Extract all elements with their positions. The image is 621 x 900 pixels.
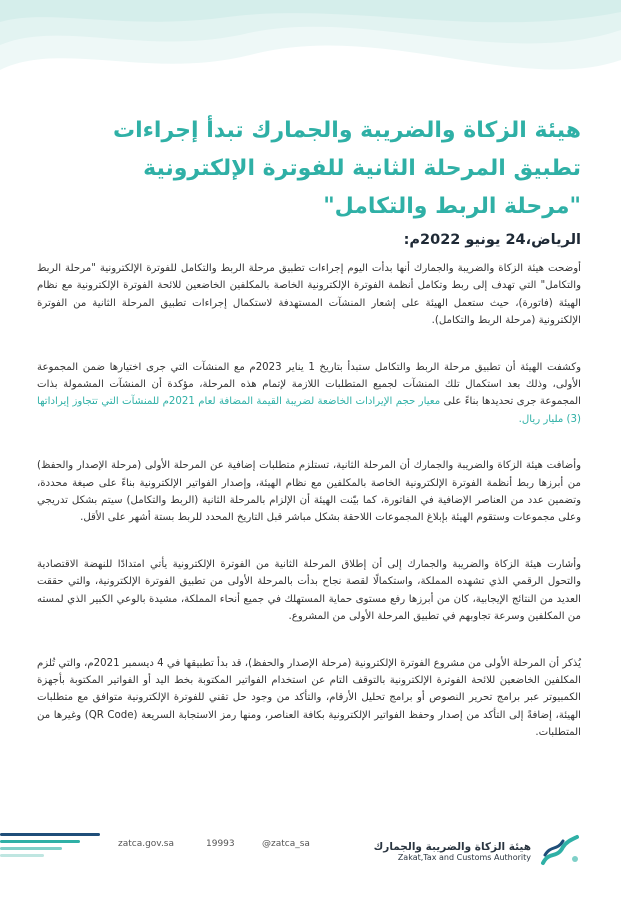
article-body — [37, 232, 581, 771]
footer-social-handle[interactable]: @zatca_sa — [262, 839, 310, 849]
paragraph-1: أوضحت هيئة الزكاة والضريبة والجمارك أنها بدأت اليوم إجراءات تطبيق مرحلة الربط والتكامل للفوترة الإلكترونية "مرحلة الربط والتكامل" التي تهدف إلى ربط وتكامل أنظمة الفوترة الإلكترونية الخاصة بالمكلفين الخاضعين للائحة الفوترة الإلكترونية مع نظام الهيئة (فاتورة)، حيث ستعمل الهيئة على إشعار المنشآت المستهدفة لاستكمال إجراءات تطبيق المرحلة الثانية من الفوترة الإلكترونية (مرحلة الربط والتكامل). — [37, 263, 581, 327]
footer-lines-decoration — [0, 833, 110, 863]
paragraph-4: وأشارت هيئة الزكاة والضريبة والجمارك إلى أن إطلاق المرحلة الثانية من الفوترة الإلكترونية يأتي امتدادًا للنهضة الاقتصادية والتحول الرقمي الذي تشهده المملكة، واستكمالًا لقصة نجاح بدأت بالمرحلة الأولى من تطبيق الفوترة الإلكترونية، والتي حققت العديد من النتائج الإيجابية، كان من أبرزها رفع مستوى حماية المستهلك في جميع أنحاء المملكة، مشيدة بالوعي الكبير الذي لمسته من المكلفين وسرعة تجاوبهم في تطبيق المرحلة الأولى من المشروع. — [37, 558, 581, 623]
logo-arabic-name: هيئة الزكاة والضريبة والجمارك — [373, 840, 531, 853]
paragraph-2-text: وكشفت الهيئة أن تطبيق مرحلة الربط والتكامل ستبدأ بتاريخ 1 يناير 2023م مع المنشآت التي جرى اختيارها ضمن المجموعة الأولى، وذلك بعد استكمال تلك المنشآت لجميع المتطلبات اللازمة لإتمام هذه المرحلة، مؤكدة أن المنشآت المشمولة بذات المجموعة جرى تحديدها بناءً على — [37, 361, 582, 408]
header-wave-decoration — [0, 0, 621, 110]
paragraph-2 — [37, 359, 581, 429]
paragraph-5: يُذكر أن المرحلة الأولى من مشروع الفوترة الإلكترونية (مرحلة الإصدار والحفظ)، قد بدأ تطبيقها في 4 ديسمبر 2021م، والتي تُلزم المكلفين الخاضعين للائحة الفوترة الإلكترونية بالتوقف التام عن استخدام الفواتير المكتوبة بخط اليد أو الفواتير المكتوبة بأجهزة الكمبيوتر عبر برامج تحرير النصوص أو برامج تحليل الأرقام، والتأكد من وجود حل تقني للفوترة الإلكترونية متوافق مع متطلبات الهيئة، إضافةً إلى التأكد من إصدار وحفظ الفواتير الإلكترونية بكافة العناصر، ومنها رمز الاستجابة السريعة (QR Code) وغيرها من المتطلبات. — [37, 657, 582, 739]
zatca-logo-icon — [539, 833, 581, 869]
title-line-1: هيئة الزكاة والضريبة والجمارك تبدأ إجراءات — [113, 118, 581, 143]
paragraph-3: وأضافت هيئة الزكاة والضريبة والجمارك أن المرحلة الثانية، تستلزم متطلبات إضافية عن المرحلة الأولى (مرحلة الإصدار والحفظ) من أبرزها ربط أنظمة الفوترة الإلكترونية الخاصة بالمكلفين مع نظام الهيئة، وإصدار الفواتير الإلكترونية بناءً على صيغة محددة، وتضمين عدد من العناصر الإضافية في الفاتورة، كما بيّنت الهيئة أن الإلزام بالمرحلة الثانية (الربط والتكامل) سيتم بشكل تدريجي وعلى مجموعات وستقوم الهيئة بإبلاغ المجموعات اللاحقة بشكل مباشر قبل التاريخ المحدد للربط بستة أشهر على الأقل. — [37, 460, 581, 524]
title-line-3: "مرحلة الربط والتكامل" — [323, 194, 581, 219]
logo-english-name: Zakat,Tax and Customs Authority — [397, 852, 531, 862]
footer-phone: 19993 — [206, 839, 235, 849]
dateline: الرياض،24 يونيو 2022م: — [403, 232, 581, 248]
title-line-2: تطبيق المرحلة الثانية للفوترة الإلكترونية — [143, 156, 581, 181]
zatca-logo — [374, 833, 581, 869]
footer-website-link[interactable]: zatca.gov.sa — [118, 839, 175, 849]
page-title — [41, 112, 581, 226]
paragraph-2-highlight: معيار حجم الإيرادات الخاضعة لضريبة القيمة المضافة لعام 2021م للمنشآت التي تتجاوز إيراداتها (3) مليار ريال. — [37, 396, 581, 425]
